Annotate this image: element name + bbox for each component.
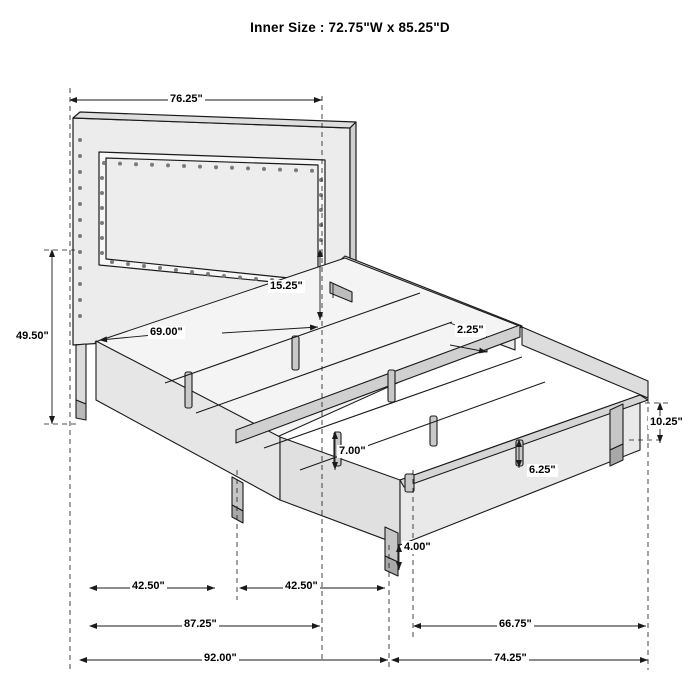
dim-front-width: 87.25" (184, 618, 217, 630)
dim-depth-upper: 66.75" (499, 618, 532, 630)
dim-overall-width: 92.00" (204, 652, 237, 664)
dim-overall-depth: 74.25" (494, 652, 527, 664)
dim-bottom-left-half: 42.50" (132, 580, 165, 592)
dim-side-rail-height: 10.25" (650, 416, 683, 428)
dim-top-width: 76.25" (170, 93, 203, 105)
dim-leg-height: 4.00" (404, 541, 431, 553)
page-title: Inner Size : 72.75"W x 85.25"D (250, 20, 450, 35)
dim-headboard-height: 49.50" (16, 330, 49, 342)
dim-rail-thickness: 2.25" (457, 324, 484, 336)
dim-bottom-right-half: 42.50" (285, 580, 318, 592)
dim-panel-width: 69.00" (150, 326, 183, 338)
dim-slat-height: 7.00" (339, 445, 366, 457)
dim-panel-drop: 15.25" (270, 280, 303, 292)
dim-slat-offset: 6.25" (529, 464, 556, 476)
